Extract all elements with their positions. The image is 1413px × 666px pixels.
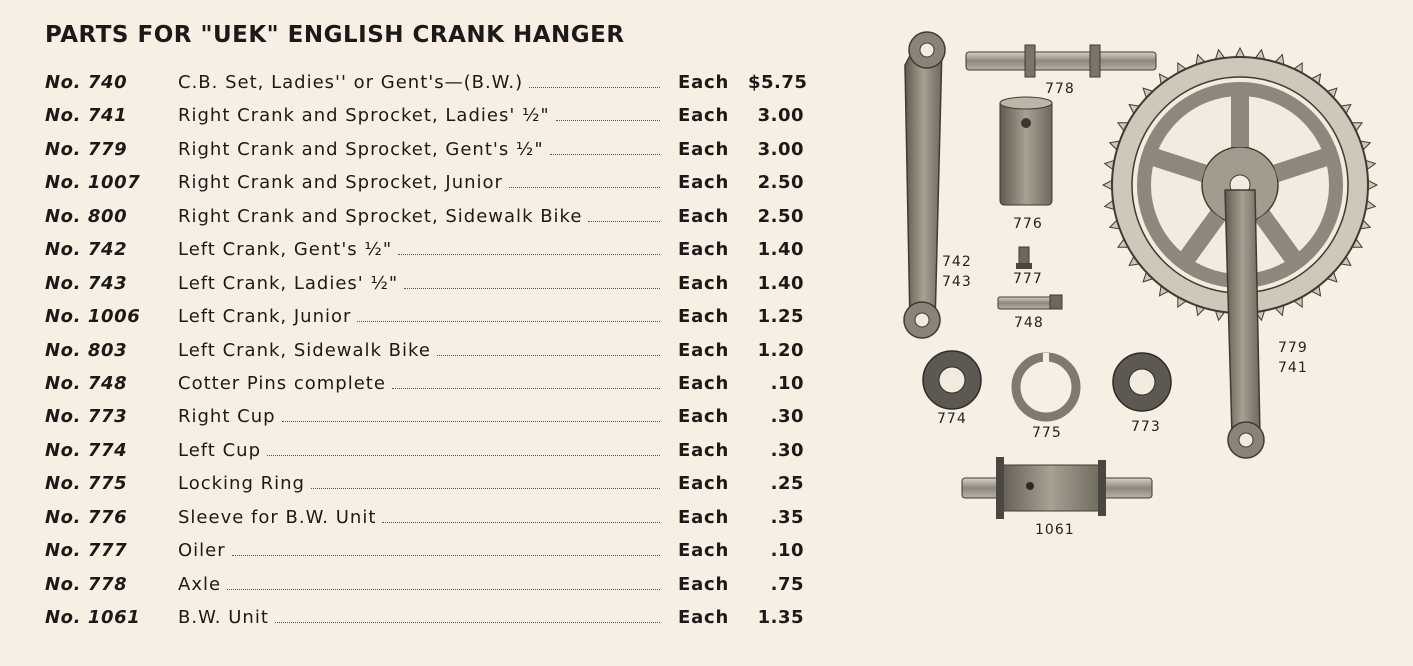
part-unit: Each — [678, 506, 730, 528]
part-price: 1.40 — [757, 239, 804, 261]
part-price: .30 — [770, 406, 804, 428]
callout-778: 778 — [1045, 81, 1075, 97]
part-description-cell — [178, 273, 678, 294]
part-unit: Each — [678, 272, 730, 294]
callout-743: 743 — [942, 274, 972, 290]
parts-list — [45, 72, 815, 640]
part-description-cell — [178, 373, 678, 394]
part-description-cell — [178, 406, 678, 427]
part-price: .10 — [770, 372, 804, 394]
dot-leader — [550, 150, 660, 155]
part-number: No. 803 — [45, 339, 128, 361]
part-price: .75 — [770, 573, 804, 595]
dot-leader — [311, 484, 660, 489]
callout-779: 779 — [1278, 340, 1308, 356]
dot-leader — [227, 585, 660, 590]
part-unit: Each — [678, 540, 730, 562]
part-price: 1.25 — [757, 306, 804, 328]
cotter-pin-drawing — [998, 295, 1062, 309]
part-row — [45, 340, 815, 373]
part-row — [45, 540, 815, 573]
part-number: No. 778 — [45, 573, 128, 595]
dot-leader — [398, 250, 660, 255]
dot-leader — [267, 451, 660, 456]
callout-775: 775 — [1032, 425, 1062, 441]
part-row — [45, 473, 815, 506]
part-number: No. 742 — [45, 239, 128, 261]
part-number: No. 1006 — [45, 306, 141, 328]
part-description-cell — [178, 574, 678, 595]
part-description-cell — [178, 105, 678, 126]
parts-illustration — [880, 25, 1405, 645]
part-row — [45, 574, 815, 607]
part-unit: Each — [678, 205, 730, 227]
part-price: .10 — [770, 540, 804, 562]
part-unit: Each — [678, 239, 730, 261]
left-cup-drawing — [923, 351, 981, 409]
part-number: No. 1061 — [45, 607, 141, 628]
part-description-cell — [178, 340, 678, 361]
page-title: PARTS FOR "UEK" ENGLISH CRANK HANGER — [45, 22, 625, 48]
part-row — [45, 373, 815, 406]
part-unit: Each — [678, 105, 730, 127]
part-price: 2.50 — [757, 205, 804, 227]
part-price: $5.75 — [748, 72, 808, 93]
part-unit: Each — [678, 573, 730, 595]
dot-leader — [382, 518, 660, 523]
parts-drawing — [880, 25, 1405, 645]
callout-742: 742 — [942, 254, 972, 270]
part-number: No. 774 — [45, 439, 128, 461]
part-row — [45, 139, 815, 172]
part-unit: Each — [678, 473, 730, 495]
part-unit: Each — [678, 607, 730, 628]
part-row — [45, 607, 815, 640]
part-description: Sleeve for B.W. Unit — [178, 506, 377, 528]
part-description: Right Cup — [178, 406, 276, 428]
part-description: Cotter Pins complete — [178, 372, 386, 394]
part-description: Left Crank, Junior — [178, 306, 352, 328]
part-unit: Each — [678, 372, 730, 394]
part-description-cell — [178, 206, 678, 227]
part-number: No. 776 — [45, 506, 128, 528]
part-number: No. 775 — [45, 473, 128, 495]
sleeve-drawing — [1000, 97, 1052, 205]
dot-leader — [588, 217, 660, 222]
part-description-cell — [178, 607, 678, 628]
part-row — [45, 406, 815, 439]
dot-leader — [556, 116, 660, 121]
part-number: No. 800 — [45, 205, 128, 227]
part-price: 1.20 — [757, 339, 804, 361]
part-description: Right Crank and Sprocket, Sidewalk Bike — [178, 205, 583, 227]
oiler-drawing — [1016, 247, 1032, 269]
right-cup-drawing — [1113, 353, 1171, 411]
part-row — [45, 239, 815, 272]
callout-774: 774 — [937, 411, 967, 427]
part-description: C.B. Set, Ladies'' or Gent's—(B.W.) — [178, 72, 524, 93]
dot-leader — [357, 317, 660, 322]
dot-leader — [529, 83, 660, 88]
dot-leader — [392, 384, 660, 389]
part-price: .25 — [770, 473, 804, 495]
left-crank-drawing — [904, 32, 945, 338]
dot-leader — [509, 183, 660, 188]
part-unit: Each — [678, 306, 730, 328]
callout-777: 777 — [1013, 271, 1043, 287]
part-row — [45, 306, 815, 339]
callout-776: 776 — [1013, 216, 1043, 232]
part-description: B.W. Unit — [178, 607, 269, 628]
part-description: Left Crank, Ladies' ½" — [178, 272, 399, 294]
part-number: No. 740 — [45, 72, 128, 93]
dot-leader — [275, 618, 660, 623]
part-price: .35 — [770, 506, 804, 528]
dot-leader — [232, 551, 660, 556]
part-description: Left Crank, Sidewalk Bike — [178, 339, 431, 361]
part-row — [45, 105, 815, 138]
part-unit: Each — [678, 172, 730, 194]
part-number: No. 741 — [45, 105, 128, 127]
part-description-cell — [178, 72, 678, 93]
part-description-cell — [178, 139, 678, 160]
part-unit: Each — [678, 439, 730, 461]
part-unit: Each — [678, 406, 730, 428]
part-price: 2.50 — [757, 172, 804, 194]
callout-1061: 1061 — [1035, 522, 1075, 538]
part-description: Left Crank, Gent's ½" — [178, 239, 393, 261]
part-description-cell — [178, 540, 678, 561]
part-unit: Each — [678, 339, 730, 361]
part-description: Right Crank and Sprocket, Gent's ½" — [178, 138, 544, 160]
part-unit: Each — [678, 138, 730, 160]
part-description: Left Cup — [178, 439, 261, 461]
dot-leader — [437, 351, 660, 356]
part-price: 1.35 — [757, 607, 804, 628]
part-description-cell — [178, 473, 678, 494]
part-description: Right Crank and Sprocket, Ladies' ½" — [178, 105, 550, 127]
callout-748: 748 — [1014, 315, 1044, 331]
part-unit: Each — [678, 72, 730, 93]
axle-drawing — [966, 45, 1156, 77]
part-row — [45, 440, 815, 473]
part-description: Locking Ring — [178, 473, 305, 495]
part-number: No. 777 — [45, 540, 128, 562]
part-number: No. 779 — [45, 138, 128, 160]
part-description: Right Crank and Sprocket, Junior — [178, 172, 503, 194]
dot-leader — [404, 284, 660, 289]
part-price: 3.00 — [757, 138, 804, 160]
part-number: No. 743 — [45, 272, 128, 294]
part-description-cell — [178, 306, 678, 327]
locking-ring-drawing — [1016, 353, 1076, 417]
bw-unit-drawing — [962, 457, 1152, 519]
part-price: 1.40 — [757, 272, 804, 294]
part-description-cell — [178, 172, 678, 193]
part-number: No. 1007 — [45, 172, 141, 194]
part-price: 3.00 — [757, 105, 804, 127]
callout-741: 741 — [1278, 360, 1308, 376]
part-description-cell — [178, 440, 678, 461]
callout-773: 773 — [1131, 419, 1161, 435]
part-number: No. 748 — [45, 372, 128, 394]
part-row — [45, 507, 815, 540]
part-row — [45, 206, 815, 239]
part-price: .30 — [770, 439, 804, 461]
part-row — [45, 72, 815, 105]
part-description-cell — [178, 507, 678, 528]
part-description: Oiler — [178, 540, 226, 562]
part-row — [45, 273, 815, 306]
dot-leader — [282, 417, 660, 422]
part-number: No. 773 — [45, 406, 128, 428]
part-description-cell — [178, 239, 678, 260]
part-description: Axle — [178, 573, 222, 595]
part-row — [45, 172, 815, 205]
